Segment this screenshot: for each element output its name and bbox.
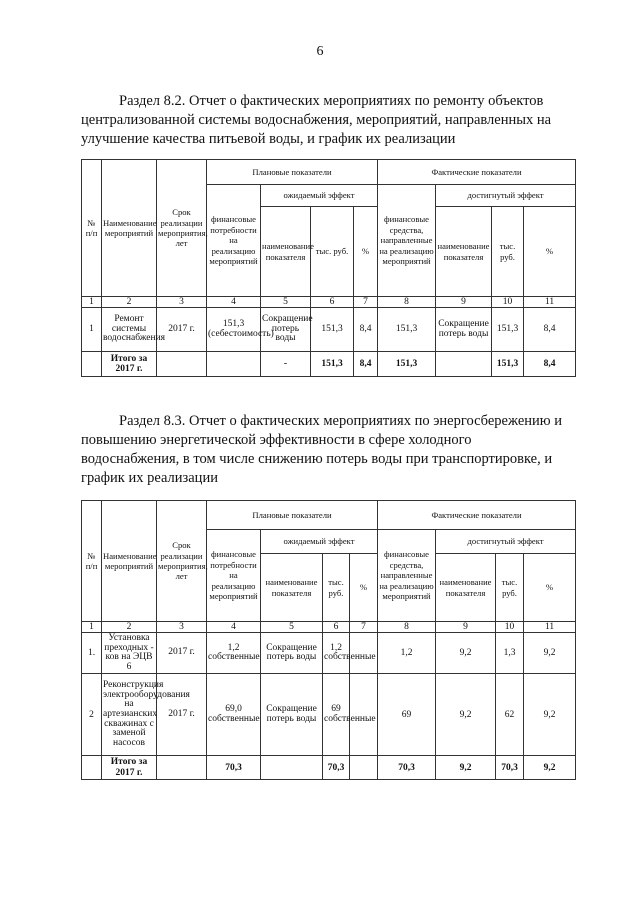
table-section-8-3 — [81, 500, 576, 780]
heading-line: Раздел 8.2. Отчет о фактических мероприятиях по ремонту объектов — [119, 93, 544, 109]
header-indicator-name-actual: наименование показателя — [436, 554, 496, 622]
cell-name: Установка преходных - ков на ЭЦВ 6 — [102, 633, 157, 674]
header-achieved-effect: достигнутый эффект — [436, 530, 576, 554]
col-number: 3 — [157, 622, 207, 633]
total-pct-planned: 8,4 — [354, 352, 378, 377]
total-pct-actual: 8,4 — [524, 352, 576, 377]
header-finance-actual: финансовые средства, направленные на реализацию мероприятий — [378, 185, 436, 297]
col-number: 7 — [354, 297, 378, 308]
heading-line: улучшение качества питьевой воды, и график их реализации — [81, 131, 456, 147]
cell-rub-planned: 69 собственные — [323, 674, 350, 756]
table-section-8-2 — [81, 159, 576, 377]
col-number: 1 — [82, 297, 102, 308]
col-number: 11 — [524, 622, 576, 633]
cell-no: 1. — [82, 633, 102, 674]
col-number: 4 — [207, 622, 261, 633]
col-number: 6 — [323, 622, 350, 633]
cell-rub-actual: 62 — [496, 674, 524, 756]
cell-indicator-actual: 9,2 — [436, 633, 496, 674]
header-indicator-name-actual: наименование показателя — [436, 207, 492, 297]
cell-indicator-actual: 9,2 — [436, 674, 496, 756]
col-number: 2 — [102, 297, 157, 308]
col-number: 1 — [82, 622, 102, 633]
header-percent-planned: % — [354, 207, 378, 297]
col-number: 10 — [496, 622, 524, 633]
col-number: 3 — [157, 297, 207, 308]
col-number: 6 — [311, 297, 354, 308]
header-percent-actual: % — [524, 207, 576, 297]
cell-finance-actual: 69 — [378, 674, 436, 756]
cell-rub-actual: 151,3 — [492, 308, 524, 352]
heading-line: водоснабжения, в том числе снижению потерь воды при транспортировке, и — [81, 451, 553, 467]
header-planned: Плановые показатели — [207, 160, 378, 185]
heading-line: Раздел 8.3. Отчет о фактических мероприятиях по энергосбережению и — [119, 413, 562, 429]
header-thous-rub-planned: тыс. руб. — [311, 207, 354, 297]
cell-rub-actual: 1,3 — [496, 633, 524, 674]
header-no: № п/п — [82, 160, 102, 297]
header-actual: Фактические показатели — [378, 160, 576, 185]
cell-indicator-actual: Сокращение потерь воды — [436, 308, 492, 352]
total-indicator-actual: 9,2 — [436, 756, 496, 780]
cell-pct-planned: 8,4 — [354, 308, 378, 352]
total-label: Итого за 2017 г. — [102, 756, 157, 780]
cell-pct-actual: 8,4 — [524, 308, 576, 352]
header-achieved-effect: достигнутый эффект — [436, 185, 576, 207]
cell-finance-planned: 151,3 (себестоимость) — [207, 308, 261, 352]
cell-rub-planned: 1,2 собственные — [323, 633, 350, 674]
col-number: 2 — [102, 622, 157, 633]
page-number: 6 — [316, 44, 324, 59]
total-finance-planned: 70,3 — [207, 756, 261, 780]
table-row — [82, 633, 576, 674]
header-name: Наименование мероприятий — [102, 160, 157, 297]
col-number: 5 — [261, 622, 323, 633]
cell-pct-actual: 9,2 — [524, 674, 576, 756]
col-number: 11 — [524, 297, 576, 308]
header-percent-actual: % — [524, 554, 576, 622]
header-planned: Плановые показатели — [207, 501, 378, 530]
section-8-2-heading — [81, 92, 571, 149]
col-number: 8 — [378, 297, 436, 308]
total-pct-actual: 9,2 — [524, 756, 576, 780]
total-rub-planned: 70,3 — [323, 756, 350, 780]
cell-rub-planned: 151,3 — [311, 308, 354, 352]
heading-line: повышению энергетической эффективности в сфере холодного — [81, 432, 472, 448]
total-row — [82, 756, 576, 780]
cell-finance-actual: 151,3 — [378, 308, 436, 352]
cell-pct-actual: 9,2 — [524, 633, 576, 674]
cell-indicator-planned: Сокращение потерь воды — [261, 674, 323, 756]
header-term: Срок реализации мероприятия, лет — [157, 501, 207, 622]
cell-finance-planned: 1,2 собственные — [207, 633, 261, 674]
col-number: 8 — [378, 622, 436, 633]
col-number: 4 — [207, 297, 261, 308]
cell-no: 1 — [82, 308, 102, 352]
total-row — [82, 352, 576, 377]
cell-term: 2017 г. — [157, 674, 207, 756]
col-number: 9 — [436, 622, 496, 633]
table-row — [82, 674, 576, 756]
col-number: 10 — [492, 297, 524, 308]
cell-name: Ремонт системы водоснабжения — [102, 308, 157, 352]
cell-name: Реконструкция электрооборудования на артезианских скважинах с заменой насосов — [102, 674, 157, 756]
cell-finance-planned: 69,0 собственные — [207, 674, 261, 756]
header-finance-planned: финансовые потребности на реализацию мероприятий — [207, 530, 261, 622]
header-indicator-name-planned: наименование показателя — [261, 554, 323, 622]
header-term: Срок реализации мероприятия, лет — [157, 160, 207, 297]
col-number: 7 — [350, 622, 378, 633]
col-number: 5 — [261, 297, 311, 308]
header-expected-effect: ожидаемый эффект — [261, 530, 378, 554]
section-8-3-heading — [81, 412, 571, 488]
heading-line: централизованной системы водоснабжения, мероприятий, направленных на — [81, 112, 552, 128]
header-finance-actual: финансовые средства, направленные на реализацию мероприятий — [378, 530, 436, 622]
total-label: Итого за 2017 г. — [102, 352, 157, 377]
header-expected-effect: ожидаемый эффект — [261, 185, 378, 207]
col-number: 9 — [436, 297, 492, 308]
table-row — [82, 308, 576, 352]
header-percent-planned: % — [350, 554, 378, 622]
total-rub-actual: 151,3 — [492, 352, 524, 377]
header-no: № п/п — [82, 501, 102, 622]
header-finance-planned: финансовые потребности на реализацию мероприятий — [207, 185, 261, 297]
cell-term: 2017 г. — [157, 633, 207, 674]
header-name: Наименование мероприятий — [102, 501, 157, 622]
total-finance-actual: 151,3 — [378, 352, 436, 377]
total-finance-actual: 70,3 — [378, 756, 436, 780]
cell-no: 2 — [82, 674, 102, 756]
heading-line: график их реализации — [81, 470, 218, 486]
header-thous-rub-planned: тыс. руб. — [323, 554, 350, 622]
total-indicator-planned: - — [261, 352, 311, 377]
header-thous-rub-actual: тыс. руб. — [492, 207, 524, 297]
cell-term: 2017 г. — [157, 308, 207, 352]
header-actual: Фактические показатели — [378, 501, 576, 530]
total-rub-planned: 151,3 — [311, 352, 354, 377]
header-thous-rub-actual: тыс. руб. — [496, 554, 524, 622]
cell-finance-actual: 1,2 — [378, 633, 436, 674]
cell-indicator-planned: Сокращение потерь воды — [261, 633, 323, 674]
total-rub-actual: 70,3 — [496, 756, 524, 780]
header-indicator-name-planned: наименование показателя — [261, 207, 311, 297]
cell-indicator-planned: Сокращение потерь воды — [261, 308, 311, 352]
